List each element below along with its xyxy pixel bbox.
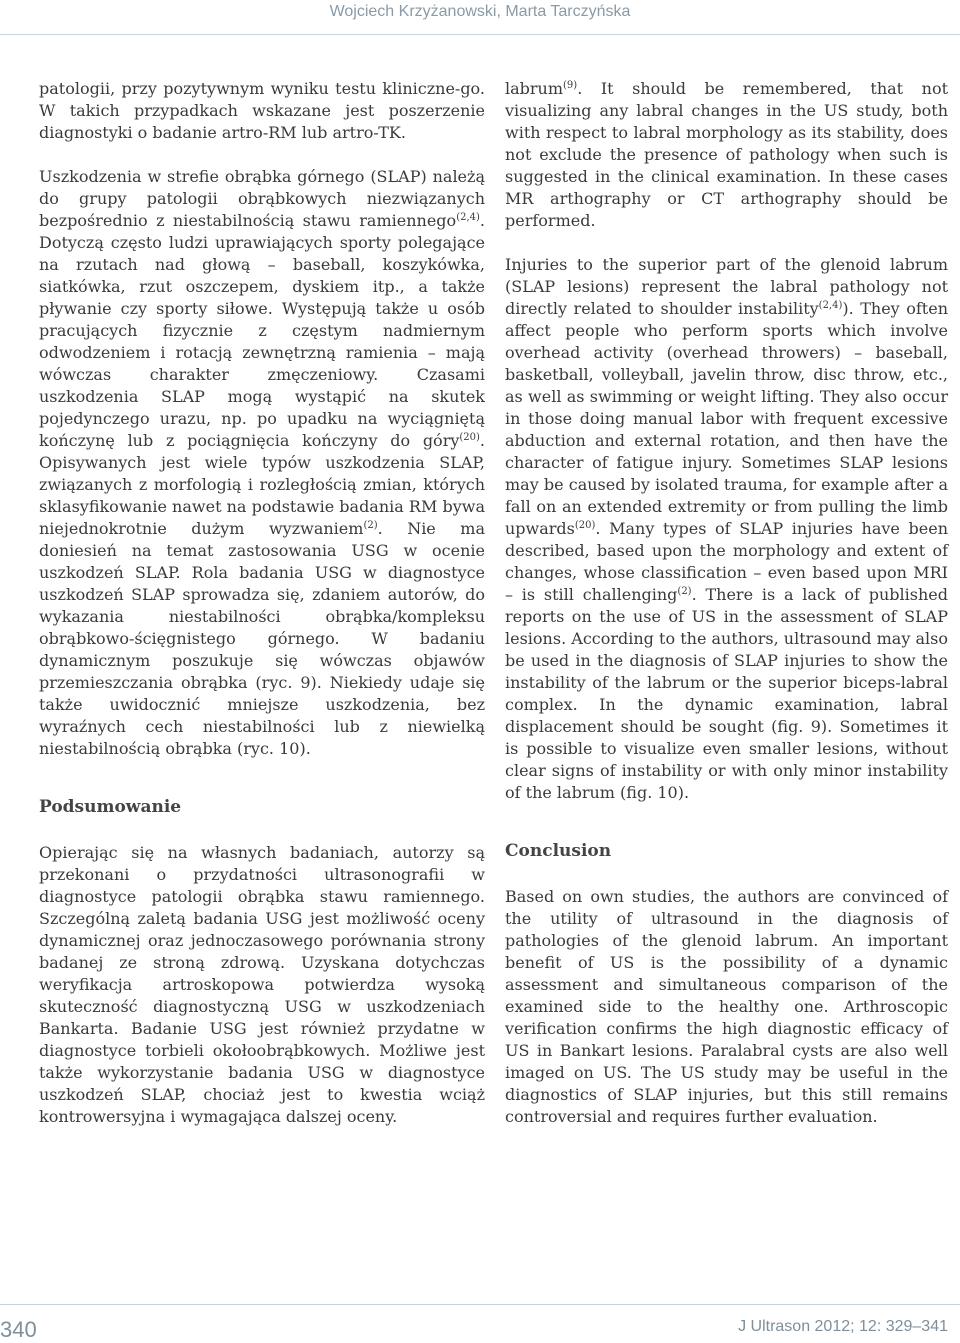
left-p2-text-b: . Dotyczą często ludzi uprawiających sporty polegające na rzutach nad głową – baseball, koszykówka, siatkówka, rzut oszczepem, dyskiem itp., a także pływanie czy sporty siłowe. Występują także u osób pracujących fizycznie z częstym nadmiernym odwodzeniem i rotacją zewnętrzną ramienia – mają wówczas charakter zmęczeniowy. Czasami uszkodzenia SLAP mogą wystąpić na skutek pojedynczego urazu, np. po upadku na wyciągniętą kończynę lub z pociągnięcia kończyny do góry <box>39 211 485 450</box>
right-column-english <box>505 78 948 1128</box>
section-heading-conclusion: Conclusion <box>505 841 612 861</box>
running-header: Wojciech Krzyżanowski, Marta Tarczyńska <box>0 0 960 35</box>
left-paragraph-1: patologii, przy pozytywnym wyniku testu kliniczne-go. W takich przypadkach wskazane jest poszerzenie diagnostyki o badanie artro-RM lub artro-TK. <box>39 79 485 142</box>
citation: (2) <box>677 586 692 597</box>
left-paragraph-3: Opierając się na własnych badaniach, autorzy są przekonani o przydatności ultrasonografii w diagnostyce patologii obrąbka stawu ramiennego. Szczególną zaletą badania USG jest możliwość oceny dynamicznej oraz jednoczasowego porównania strony badanej ze stroną zdrową. Uzyskana dotychczas weryfikacja artroskopowa potwierdza wysoką skuteczność diagnostyczną USG w uszkodzeniach Bankarta. Badanie USG jest również przydatne w diagnostyce torbieli okołoobrąbkowych. Możliwe jest także wykorzystanie badania USG w diagnostyce uszkodzeń SLAP, chociaż jest to kwestia wciąż kontrowersyjna i wymagająca dalszej oceny. <box>39 843 485 1126</box>
citation: (9) <box>563 80 578 91</box>
right-p2-text-b: ). They often affect people who perform sports which involve overhead activity (overhead throwers) – baseball, basketball, volleyball, javelin throw, disc throw, etc., as well as swimming or weight lifting. They also occur in those doing manual labor with frequent excessive abduction and external rotation, and then have the character of fatigue injury. Sometimes SLAP lesions may be caused by isolated trauma, for example after a fall on an extended extremity or from pulling the limb upwards <box>505 299 948 538</box>
right-p2-text-a: Injuries to the superior part of the glenoid labrum (SLAP lesions) represent the labral pathology not directly related to shoulder instability <box>505 255 948 318</box>
right-p1-text-b: . It should be remembered, that not visualizing any labral changes in the US study, both with respect to labral morphology as its stability, does not exclude the presence of pathology when such is suggested in the clinical examination. In these cases MR arthography or CT arthography should be performed. <box>505 79 948 230</box>
section-heading-podsumowanie: Podsumowanie <box>39 797 182 817</box>
footer-divider <box>0 1304 960 1305</box>
citation: (2) <box>363 520 378 531</box>
citation: (20) <box>459 432 480 443</box>
left-paragraph-2 <box>39 166 485 760</box>
page-number: 340 <box>0 1317 37 1342</box>
right-p2-text-d: . There is a lack of published reports on the use of US in the assessment of SLAP lesions. According to the authors, ultrasound may also be used in the diagnosis of SLAP injuries to show the instability of the labrum or the superior biceps-labral complex. In the dynamic examination, labral displacement should be sought (fig. 9). Sometimes it is possible to visualize even smaller lesions, without clear signs of instability or with only minor instability of the labrum (fig. 10). <box>505 585 948 802</box>
left-column-polish <box>39 78 485 1128</box>
right-p1-text-a: labrum <box>505 79 564 98</box>
left-p2-text-d: . Nie ma doniesień na temat zastosowania USG w ocenie uszkodzeń SLAP. Rola badania USG w diagnostyce uszkodzeń SLAP sprowadza się, zdaniem autorów, do wykazania niestabilności obrąbka/kompleksu obrąbkowo-ścięgnistego górnego. W badaniu dynamicznym poszukuje się wówczas objawów przemieszczania obrąbka (ryc. 9). Niekiedy udaje się także uwidocznić mniejsze uszkodzenia, bez wyraźnych cech niestabilności lub z niewielką niestabilnością obrąbka (ryc. 10). <box>39 519 485 758</box>
right-paragraph-3: Based on own studies, the authors are convinced of the utility of ultrasound in the diagnosis of pathologies of the glenoid labrum. An important benefit of US is the possibility of a dynamic assessment and simultaneous comparison of the examined side to the healthy one. Arthroscopic verification confirms the high diagnostic efficacy of US in Bankart lesions. Paralabral cysts are also well imaged on US. The US study may be useful in the diagnostics of SLAP injuries, but this still remains controversial and requires further evaluation. <box>505 887 948 1126</box>
left-p2-text-a: Uszkodzenia w strefie obrąbka górnego (SLAP) należą do grupy patologii obrąbkowych niezwiązanych bezpośrednio z niestabilnością stawu ramiennego <box>39 167 485 230</box>
left-p2-text-c: . Opisywanych jest wiele typów uszkodzenia SLAP, związanych z morfologią i rozległością zmian, których sklasyfikowanie nawet na podstawie badania RM bywa niejednokrotnie dużym wyzwaniem <box>39 431 485 538</box>
citation: (2,4) <box>456 212 480 223</box>
citation: (20) <box>574 520 596 531</box>
journal-citation: J Ultrason 2012; 12: 329–341 <box>738 1318 948 1335</box>
citation: (2,4) <box>818 300 843 311</box>
right-p2-text-c: . Many types of SLAP injuries have been described, based upon the morphology and extent of changes, whose classification – even based upon MRI – is still challenging <box>505 519 948 604</box>
right-paragraph-2 <box>505 254 948 804</box>
right-paragraph-1 <box>505 78 948 232</box>
